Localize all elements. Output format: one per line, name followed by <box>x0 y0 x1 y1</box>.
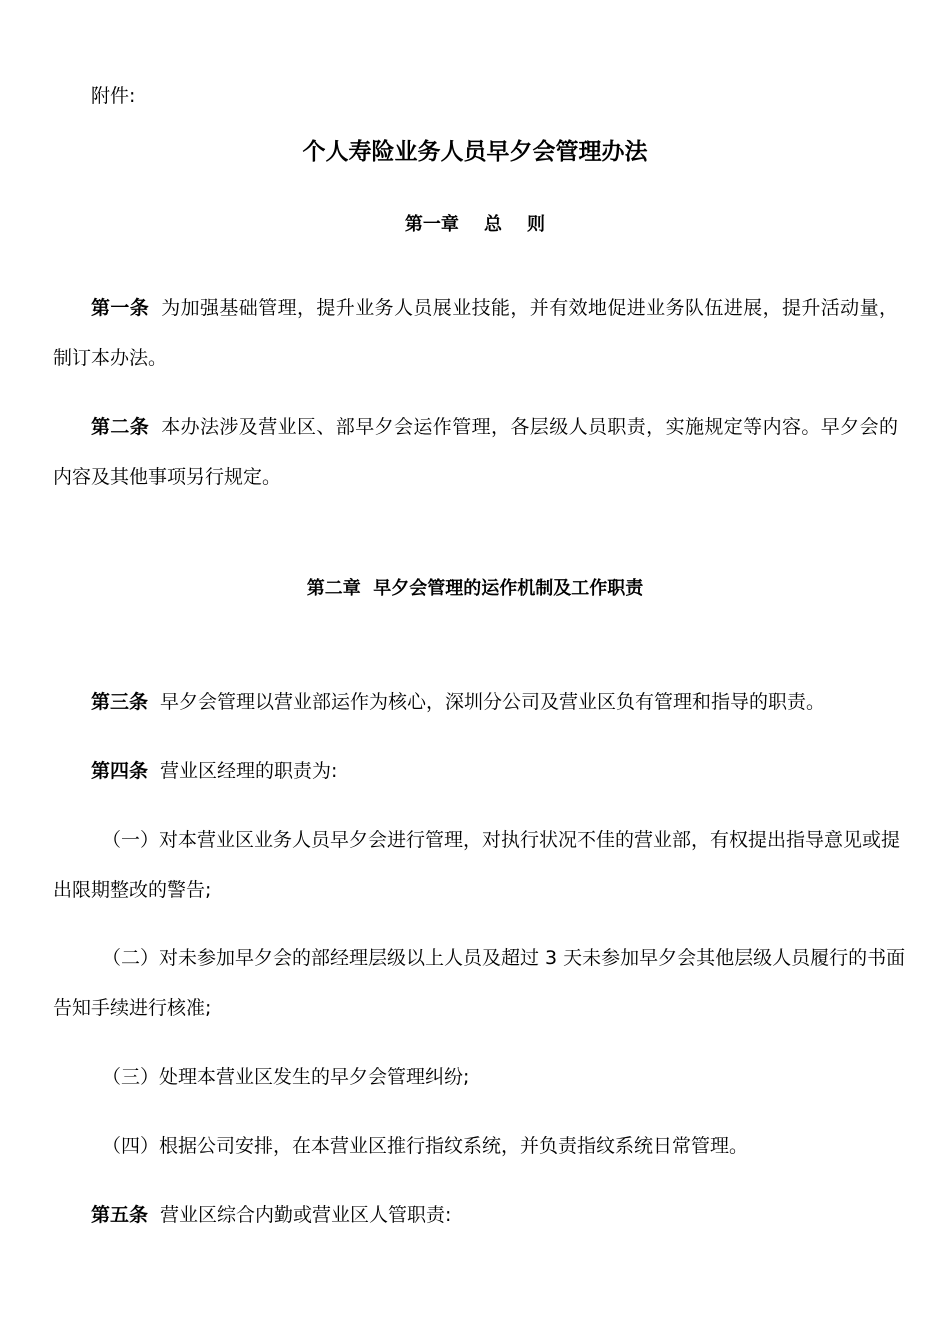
article-4-item-4-line-1: （四）根据公司安排，在本营业区推行指纹系统，并负责指纹系统日常管理。 <box>102 1135 749 1157</box>
chapter-2-title: 第二章 早夕会管理的运作机制及工作职责 <box>306 578 644 599</box>
article-4-line-1 <box>91 759 337 783</box>
article-4-item-2-line-2: 告知手续进行核准; <box>53 997 212 1019</box>
article-2-label: 第二条 <box>91 416 150 438</box>
article-4-label: 第四条 <box>91 760 149 782</box>
article-2-line-1 <box>91 415 898 439</box>
article-4-item-1-line-2: 出限期整改的警告; <box>53 879 212 901</box>
article-4-item-2-line-1: （二）对未参加早夕会的部经理层级以上人员及超过 3 天未参加早夕会其他层级人员履行的书面 <box>102 947 906 969</box>
article-2-text-2: 内容及其他事项另行规定。 <box>53 466 282 488</box>
article-1-text-1: 为加强基础管理，提升业务人员展业技能，并有效地促进业务队伍进展，提升活动量， <box>161 297 898 319</box>
article-5-text-1: 营业区综合内勤或营业区人管职责: <box>160 1204 452 1226</box>
chapter-1-title: 第一章 总 则 <box>404 214 546 235</box>
article-1-label: 第一条 <box>91 297 150 319</box>
article-5-line-1 <box>91 1203 451 1227</box>
article-4-item-1-line-1: （一）对本营业区业务人员早夕会进行管理，对执行状况不佳的营业部，有权提出指导意见或提 <box>102 829 901 851</box>
article-5-label: 第五条 <box>91 1204 149 1226</box>
article-2-text-1: 本办法涉及营业区、部早夕会运作管理，各层级人员职责，实施规定等内容。早夕会的 <box>161 416 898 438</box>
article-3-label: 第三条 <box>91 691 149 713</box>
article-4-text-1: 营业区经理的职责为: <box>160 760 338 782</box>
article-1-line-1 <box>91 296 898 320</box>
article-4-item-3-line-1: （三）处理本营业区发生的早夕会管理纠纷; <box>102 1066 470 1088</box>
article-3-text-1: 早夕会管理以营业部运作为核心，深圳分公司及营业区负有管理和指导的职责。 <box>160 691 826 713</box>
article-1-text-2: 制订本办法。 <box>53 347 168 369</box>
document-title: 个人寿险业务人员早夕会管理办法 <box>302 139 648 165</box>
article-3-line-1 <box>91 690 825 714</box>
attachment-label: 附件: <box>91 85 136 107</box>
